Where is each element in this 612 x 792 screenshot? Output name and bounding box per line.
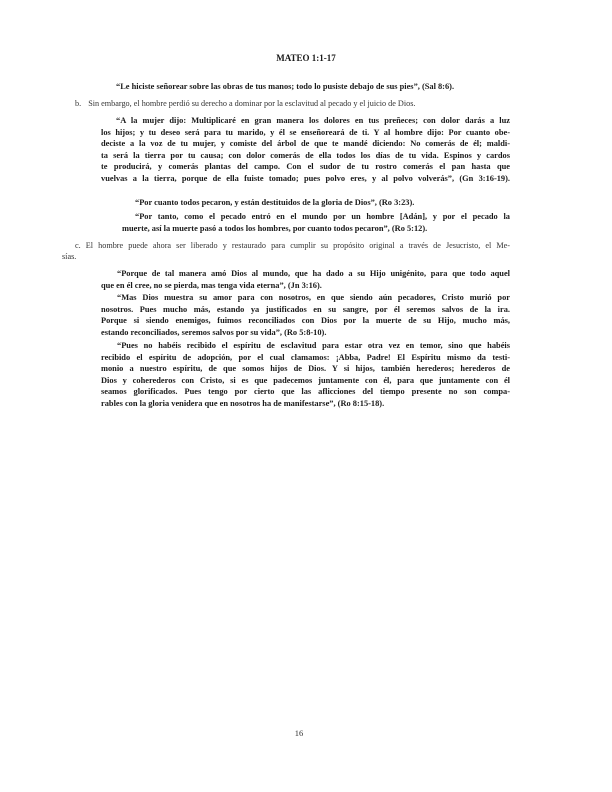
quote-line: “Por cuanto todos pecaron, y están destituidos de la gloria de Dios”, (Ro 3:23). <box>135 198 415 207</box>
page-number: 16 <box>294 728 304 738</box>
quote-ro-5-8-10 <box>101 292 510 338</box>
list-item-text: Sin embargo, el hombre perdió su derecho a dominar por la esclavitud al pecado y el juicio de Dios. <box>88 99 416 108</box>
list-marker: b. <box>75 99 82 108</box>
quote-sal-8-6 <box>116 81 454 93</box>
quote-ro-3-23 <box>135 197 414 209</box>
quote-line: nosotros. Pues mucho más, estando ya justificados en su sangre, por él seremos salvos de la ira. <box>101 304 510 314</box>
list-marker: c. <box>75 241 81 250</box>
quote-line: que en él cree, no se pierda, mas tenga vida eterna”, (Jn 3:16). <box>101 280 322 290</box>
quote-line: “Por tanto, como el pecado entró en el mundo por un hombre [Adán], y por el pecado la <box>135 212 510 221</box>
list-item-line: El hombre puede ahora ser liberado y restaurado para cumplir su propósito original a través de Jesucristo, el Me- <box>85 241 511 250</box>
quote-line: “A la mujer dijo: Multiplicaré en gran manera los dolores en tus preñeces; con dolor darás a luz <box>116 116 510 125</box>
quote-line: “Mas Dios muestra su amor para con nosotros, en que siendo aún pecadores, Cristo murió por <box>117 293 510 302</box>
quote-line: muerte, así la muerte pasó a todos los hombres, por cuanto todos pecaron”, (Ro 5:12). <box>122 223 428 233</box>
page-title: MATEO 1:1-17 <box>276 53 336 63</box>
list-item-b <box>75 98 415 109</box>
quote-line: seamos glorificados. Pues tengo por cierto que las aflicciones del tiempo presente no son compa- <box>101 387 510 397</box>
quote-line: “Le hiciste señorear sobre las obras de tus manos; todo lo pusiste debajo de sus pies”, (Sal 8:6). <box>116 82 455 91</box>
quote-line: estando reconciliados, seremos salvos por su vida”, (Ro 5:8-10). <box>101 327 327 337</box>
quote-line: “Porque de tal manera amó Dios al mundo, que ha dado a su Hijo unigénito, para que todo aquel <box>117 269 510 278</box>
list-item-text <box>62 240 510 251</box>
quote-ro-8-15-18 <box>101 340 510 410</box>
quote-line: Dios y coherederos con Cristo, si es que padecemos juntamente con él, para que juntamente con él <box>101 375 510 385</box>
quote-gn-3-16-19 <box>101 115 510 185</box>
quote-line: “Pues no habéis recibido el espíritu de esclavitud para estar otra vez en temor, sino que habéis <box>117 341 510 350</box>
quote-line: recibido el espíritu de adopción, por el cual clamamos: ¡Abba, Padre! El Espíritu mismo da testi- <box>101 352 510 362</box>
quote-line: los hijos; y tu deseo será para tu marido, y él se enseñoreará de ti. Y al hombre dijo: Por cuanto obe- <box>101 127 510 137</box>
quote-line: ta será la tierra por tu causa; con dolor comerás de ella todos los días de tu vida. Espinos y cardos <box>101 150 510 160</box>
quote-line: monio a nuestro espíritu, de que somos hijos de Dios. Y si hijos, también herederos; herederos de <box>101 364 510 374</box>
quote-line: Porque si siendo enemigos, fuimos reconciliados con Dios por la muerte de su Hijo, mucho más, <box>101 316 510 326</box>
list-item-c <box>62 240 510 262</box>
quote-line: rables con la gloria venidera que en nosotros ha de manifestarse”, (Ro 8:15-18). <box>101 398 385 408</box>
quote-line: deciste a la voz de tu mujer, y comiste del árbol de que te mandé diciendo: No comerás de él; maldi- <box>101 139 510 149</box>
quote-line: te producirá, y comerás plantas del campo. Con el sudor de tu rostro comerás el pan hasta que <box>101 162 510 172</box>
quote-line: vuelvas a la tierra, porque de ella fuiste tomado; pues polvo eres, y al polvo volverás”, (Gn 3:16-19). <box>101 173 510 183</box>
list-item-line: sías. <box>62 252 77 262</box>
quote-jn-3-16 <box>101 268 510 291</box>
quote-ro-5-12 <box>122 211 510 234</box>
